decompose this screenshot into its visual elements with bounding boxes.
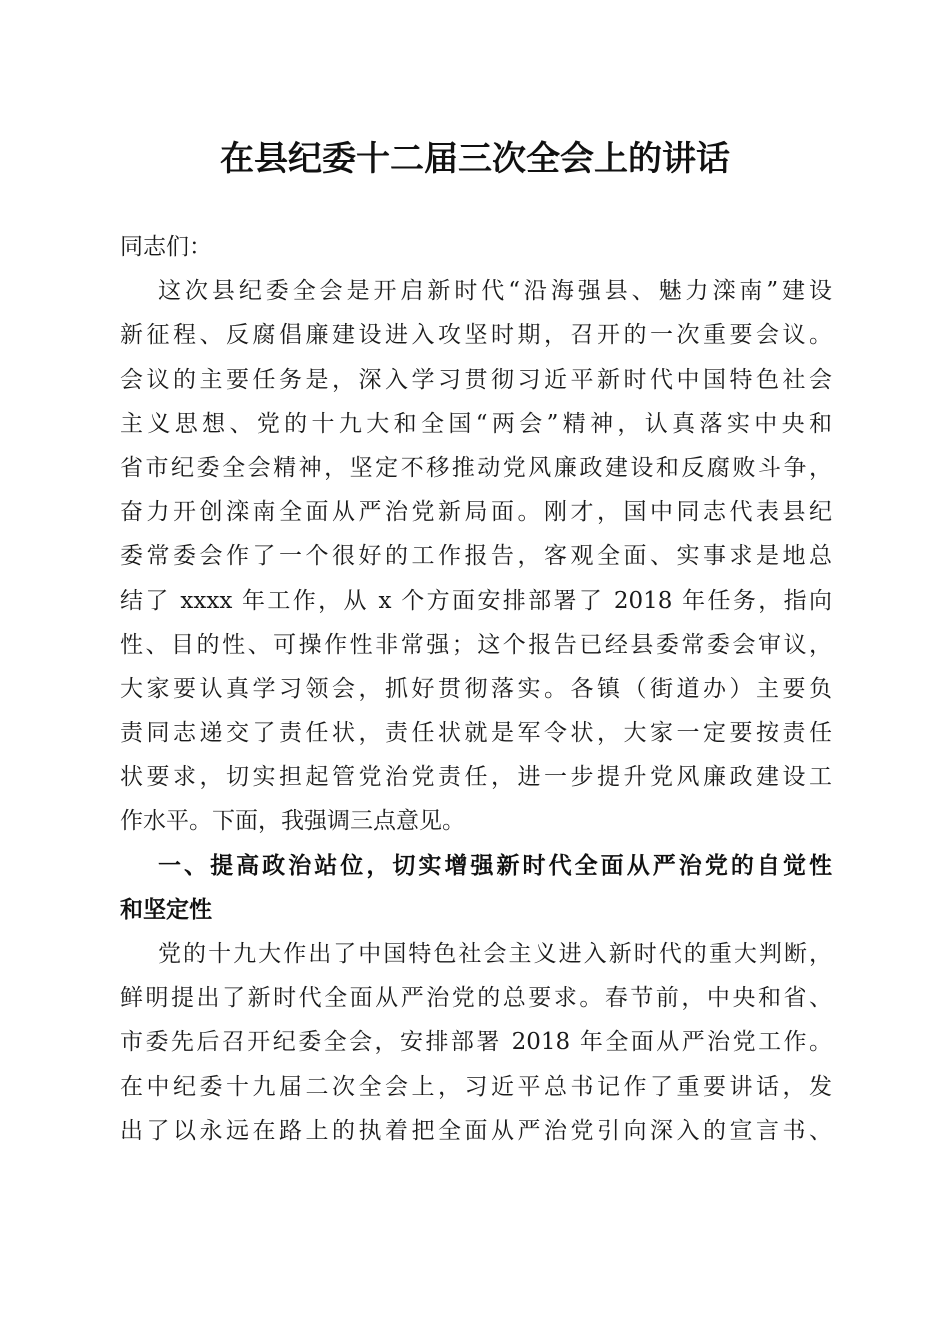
- document-title: 在县纪委十二届三次全会上的讲话: [220, 139, 730, 179]
- heading-line: 一、提高政治站位，切实增强新时代全面从严治党的自觉性: [158, 852, 832, 879]
- paragraph-line: 党的十九大作出了中国特色社会主义进入新时代的重大判断，: [158, 941, 832, 967]
- paragraph-line: 大家要认真学习领会，抓好贯彻落实。各镇（街道办）主要负: [120, 675, 832, 702]
- paragraph-line: 性、目的性、可操作性非常强；这个报告已经县委常委会审议，: [120, 631, 832, 658]
- paragraph-line: 结了 xxxx 年工作，从 x 个方面安排部署了 2018 年任务，指向: [120, 587, 832, 614]
- paragraph-line: 作水平。下面，我强调三点意见。: [120, 808, 465, 835]
- heading-line: 和坚定性: [120, 896, 212, 923]
- section-heading-1: [120, 844, 832, 932]
- paragraph-line: 会议的主要任务是，深入学习贯彻习近平新时代中国特色社会: [120, 366, 832, 393]
- paragraph-line: 奋力开创滦南全面从严治党新局面。刚才，国中同志代表县纪: [120, 499, 832, 526]
- paragraph-line: 新征程、反腐倡廉建设进入攻坚时期，召开的一次重要会议。: [120, 322, 832, 349]
- salutation: 同志们：: [120, 234, 212, 260]
- paragraph-2: [120, 932, 832, 1153]
- paragraph-line: 市委先后召开纪委全会，安排部署 2018 年全面从严治党工作。: [120, 1029, 832, 1056]
- paragraph-1: [120, 269, 832, 843]
- paragraph-line: 这次县纪委全会是开启新时代“沿海强县、魅力滦南”建设: [158, 278, 832, 305]
- document-body: [120, 225, 832, 1153]
- paragraph-line: 在中纪委十九届二次全会上，习近平总书记作了重要讲话，发: [120, 1073, 832, 1100]
- paragraph-line: 状要求，切实担起管党治党责任，进一步提升党风廉政建设工: [120, 764, 832, 791]
- paragraph-line: 责同志递交了责任状，责任状就是军令状，大家一定要按责任: [120, 720, 832, 747]
- paragraph-line: 主义思想、党的十九大和全国“两会”精神，认真落实中央和: [120, 410, 832, 437]
- paragraph-line: 省市纪委全会精神，坚定不移推动党风廉政建设和反腐败斗争，: [120, 454, 832, 481]
- paragraph-line: 委常委会作了一个很好的工作报告，客观全面、实事求是地总: [120, 543, 832, 570]
- paragraph-line: 出了以永远在路上的执着把全面从严治党引向深入的宣言书、: [120, 1117, 832, 1144]
- paragraph-line: 鲜明提出了新时代全面从严治党的总要求。春节前，中央和省、: [120, 985, 832, 1012]
